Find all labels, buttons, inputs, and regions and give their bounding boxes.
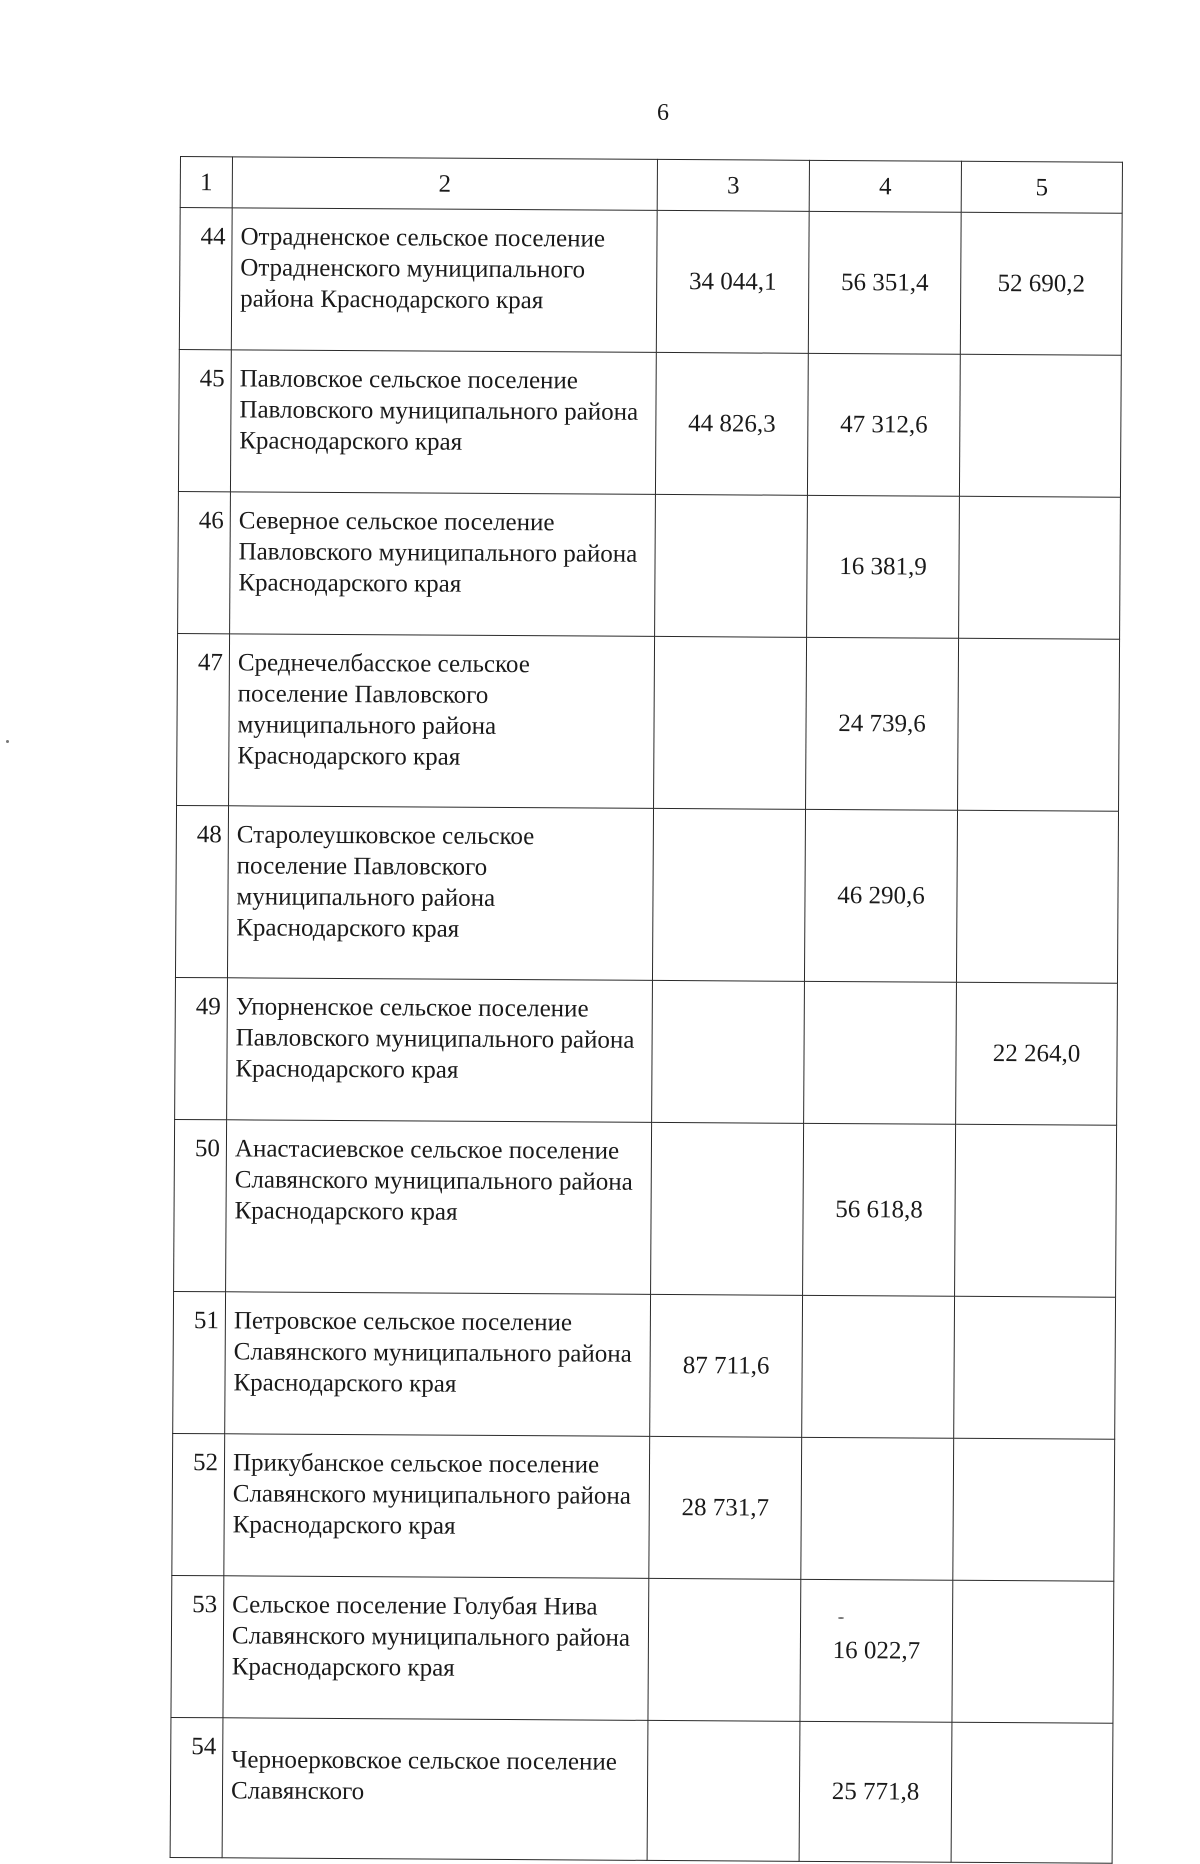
- row-number: 49: [175, 977, 228, 1119]
- column-header-3: 3: [657, 159, 809, 211]
- budget-table: [170, 156, 1123, 1864]
- column-header-2: 2: [232, 157, 657, 211]
- value-col4: 46 290,6: [804, 809, 957, 982]
- value-col4: 16 381,9: [807, 495, 960, 638]
- value-col3: 44 826,3: [655, 352, 808, 495]
- row-number: 45: [178, 349, 231, 491]
- settlement-name: Прикубанское сельское поселение Славянского муниципального района Краснодарского края: [224, 1434, 650, 1579]
- settlement-name: Упорненское сельское поселение Павловского муниципального района Краснодарского края: [227, 978, 653, 1123]
- table-row: [175, 805, 1118, 983]
- row-number: 50: [174, 1119, 227, 1291]
- table-header-row: [180, 157, 1122, 214]
- value-col3: [652, 808, 805, 981]
- row-number: 53: [171, 1575, 224, 1717]
- settlement-name: Сельское поселение Голубая Нива Славянского муниципального района Краснодарского края: [223, 1576, 649, 1721]
- column-header-5: 5: [961, 161, 1122, 213]
- value-col5: [959, 354, 1121, 497]
- page-number: 6: [657, 100, 669, 126]
- settlement-name: Среднечелбасское сельское поселение Павловского муниципального района Краснодарского края: [229, 634, 655, 809]
- value-col3: [654, 636, 807, 809]
- table-row: [172, 1433, 1115, 1581]
- table-row: [173, 1291, 1116, 1439]
- table-row: [171, 1575, 1114, 1723]
- table-row: [177, 633, 1120, 811]
- value-col5: [958, 638, 1120, 811]
- table-row: [178, 491, 1121, 639]
- value-col4: 25 771,8: [799, 1721, 952, 1862]
- settlement-name: Отрадненское сельское поселение Отрадненского муниципального района Краснодарского края: [231, 208, 657, 353]
- scan-speck: [6, 740, 9, 743]
- row-number: 48: [175, 805, 228, 977]
- value-col3: 28 731,7: [649, 1436, 802, 1579]
- value-col3: [648, 1578, 801, 1721]
- column-header-1: 1: [180, 157, 232, 208]
- value-col4: [801, 1437, 954, 1580]
- value-col4: [804, 981, 957, 1124]
- row-number: 51: [173, 1291, 226, 1433]
- value-col3: 34 044,1: [656, 210, 809, 353]
- settlement-name: Старолеушковское сельское поселение Павловского муниципального района Краснодарского края: [227, 806, 653, 981]
- row-number: 46: [178, 491, 231, 633]
- table-row: [178, 349, 1121, 497]
- table-row: [174, 1119, 1117, 1297]
- table-row: [179, 208, 1122, 356]
- value-col5: 22 264,0: [956, 982, 1118, 1125]
- value-col3: [647, 1720, 800, 1861]
- value-col5: [953, 1438, 1115, 1581]
- scan-speck: [838, 1617, 844, 1619]
- value-col3: [651, 1122, 804, 1295]
- value-col4: 56 351,4: [808, 211, 961, 354]
- value-col5: [955, 1124, 1117, 1297]
- value-col3: [652, 980, 805, 1123]
- value-col4: 56 618,8: [803, 1123, 956, 1296]
- value-col4: 47 312,6: [807, 353, 960, 496]
- settlement-name: Анастасиевское сельское поселение Славянского муниципального района Краснодарского края: [226, 1120, 652, 1295]
- value-col5: [954, 1296, 1116, 1439]
- row-number: 52: [172, 1433, 225, 1575]
- row-number: 47: [177, 633, 230, 805]
- settlement-name: Павловское сельское поселение Павловского муниципального района Краснодарского края: [230, 350, 656, 495]
- value-col3: 87 711,6: [650, 1294, 803, 1437]
- settlement-name: Северное сельское поселение Павловского муниципального района Краснодарского края: [230, 492, 656, 637]
- value-col4: 16 022,7: [800, 1579, 953, 1722]
- value-col3: [655, 494, 808, 637]
- value-col5: 52 690,2: [960, 212, 1122, 355]
- value-col4: [802, 1295, 955, 1438]
- settlement-name: Черноерковское сельское поселение Славянского: [222, 1718, 648, 1861]
- value-col5: [956, 810, 1118, 983]
- value-col4: 24 739,6: [806, 637, 959, 810]
- value-col5: [952, 1580, 1114, 1723]
- value-col5: [959, 496, 1121, 639]
- row-number: 44: [179, 208, 232, 350]
- column-header-4: 4: [809, 160, 961, 212]
- settlement-name: Петровское сельское поселение Славянского муниципального района Краснодарского края: [225, 1292, 651, 1437]
- row-number: 54: [170, 1717, 223, 1857]
- value-col5: [951, 1722, 1113, 1863]
- table-row: [175, 977, 1118, 1125]
- table-row: [170, 1717, 1113, 1863]
